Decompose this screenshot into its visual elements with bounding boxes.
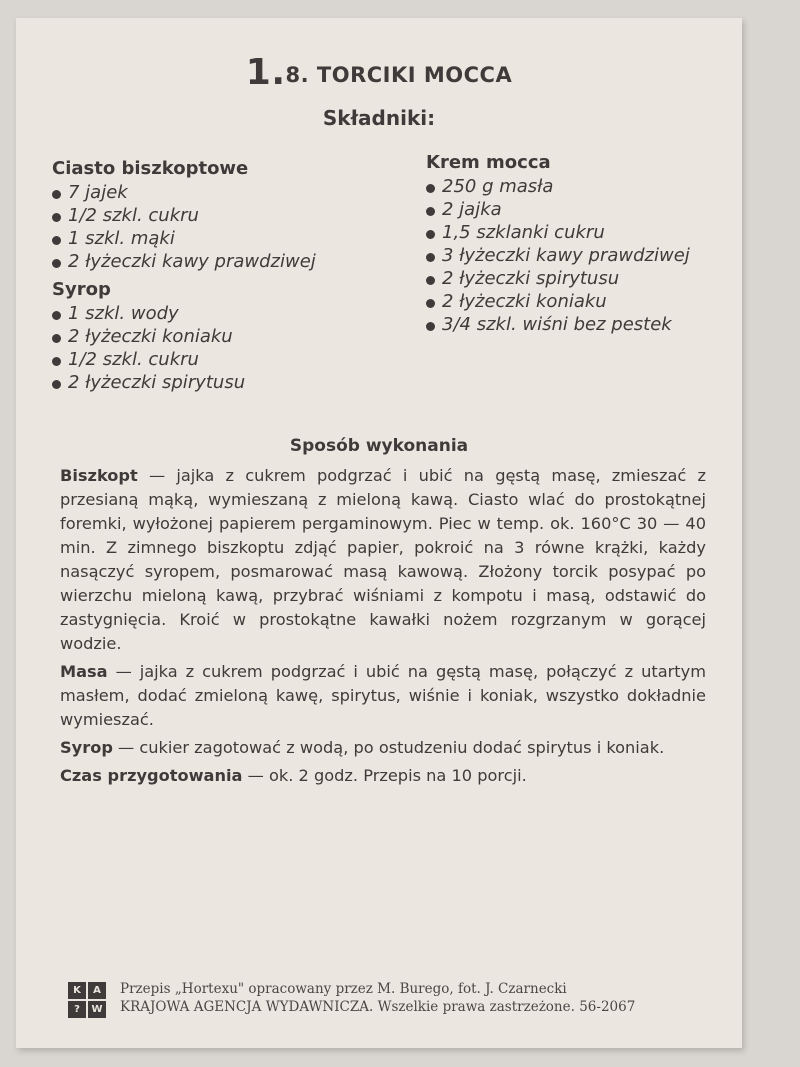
- list-item: 3/4 szkl. wiśni bez pestek: [426, 313, 690, 336]
- group-title-sponge: Ciasto biszkoptowe: [52, 158, 249, 179]
- list-item: 1/2 szkl. cukru: [52, 348, 316, 371]
- ingredients-right-column: [426, 152, 690, 336]
- method-body: — ok. 2 godz. Przepis na 10 porcji.: [242, 766, 527, 785]
- group-title-cream: Krem mocca: [426, 152, 551, 173]
- list-item: 1 szkl. mąki: [52, 227, 316, 250]
- list-item: 2 łyżeczki spirytusu: [426, 267, 690, 290]
- logo-letter: ?: [68, 1001, 86, 1018]
- list-item: 3 łyżeczki kawy prawdziwej: [426, 244, 690, 267]
- ingredients-left-column: [52, 158, 316, 394]
- method-label: Biszkopt: [60, 466, 138, 485]
- ingredient-list-sponge: [52, 181, 316, 273]
- list-item: 2 jajka: [426, 198, 690, 221]
- footer-publisher: KRAJOWA AGENCJA WYDAWNICZA. Wszelkie prawa zastrzeżone. 56-2067: [120, 999, 636, 1015]
- recipe-name: 8. TORCIKI MOCCA: [285, 63, 513, 87]
- logo-letter: W: [88, 1001, 106, 1018]
- recipe-card: [16, 18, 742, 1048]
- method-paragraph-time: [60, 764, 706, 788]
- ingredient-list-syrup: [52, 302, 316, 394]
- list-item: 1,5 szklanki cukru: [426, 221, 690, 244]
- ingredients-heading: Składniki:: [322, 106, 436, 130]
- footer-text: [120, 980, 635, 1016]
- list-item: 2 łyżeczki spirytusu: [52, 371, 316, 394]
- recipe-number: 1.: [245, 52, 286, 93]
- list-item: 7 jajek: [52, 181, 316, 204]
- group-title-syrup: Syrop: [52, 279, 111, 300]
- list-item: 250 g masła: [426, 175, 690, 198]
- method-paragraph-mass: [60, 660, 706, 732]
- method-label: Masa: [60, 662, 108, 681]
- method-label: Czas przygotowania: [60, 766, 243, 785]
- logo-letter: K: [68, 982, 86, 999]
- footer-credit: Przepis „Hortexu" opracowany przez M. Burego, fot. J. Czarnecki: [120, 981, 567, 997]
- method-body: — jajka z cukrem podgrzać i ubić na gęstą masę, zmieszać z przesianą mąką, wymieszaną z mieloną kawą. Ciasto wlać do prostokątnej foremki, wyłożonej papierem pergaminowym. Piec w temp. ok. 160°C 30 — 40 min. Z zimnego biszkoptu zdjąć papier, pokroić na 3 równe krążki, każdy nasączyć syropem, posmarować masą kawową. Złożony torcik posypać po wierzchu mieloną kawą, przybrać wiśniami z kompotu i masą, odstawić do zastygnięcia. Kroić w prostokątne kawałki nożem rozgrzanym w gorącej wodzie.: [60, 466, 706, 653]
- publisher-logo-icon: [68, 982, 106, 1018]
- method-text: [60, 464, 706, 792]
- ingredient-list-cream: [426, 175, 690, 336]
- list-item: 2 łyżeczki koniaku: [426, 290, 690, 313]
- logo-letter: A: [88, 982, 106, 999]
- method-body: — cukier zagotować z wodą, po ostudzeniu dodać spirytus i koniak.: [112, 738, 665, 757]
- list-item: 2 łyżeczki koniaku: [52, 325, 316, 348]
- method-paragraph-syrup: [60, 736, 706, 760]
- method-body: — jajka z cukrem podgrzać i ubić na gęstą masę, połączyć z utartym masłem, dodać zmieloną kawę, spirytus, wiśnie i koniak, wszystko dokładnie wymieszać.: [60, 662, 706, 729]
- method-heading: Sposób wykonania: [289, 436, 469, 456]
- method-label: Syrop: [60, 738, 113, 757]
- list-item: 1/2 szkl. cukru: [52, 204, 316, 227]
- list-item: 2 łyżeczki kawy prawdziwej: [52, 250, 316, 273]
- recipe-title: [16, 52, 742, 93]
- method-paragraph-sponge: [60, 464, 706, 656]
- list-item: 1 szkl. wody: [52, 302, 316, 325]
